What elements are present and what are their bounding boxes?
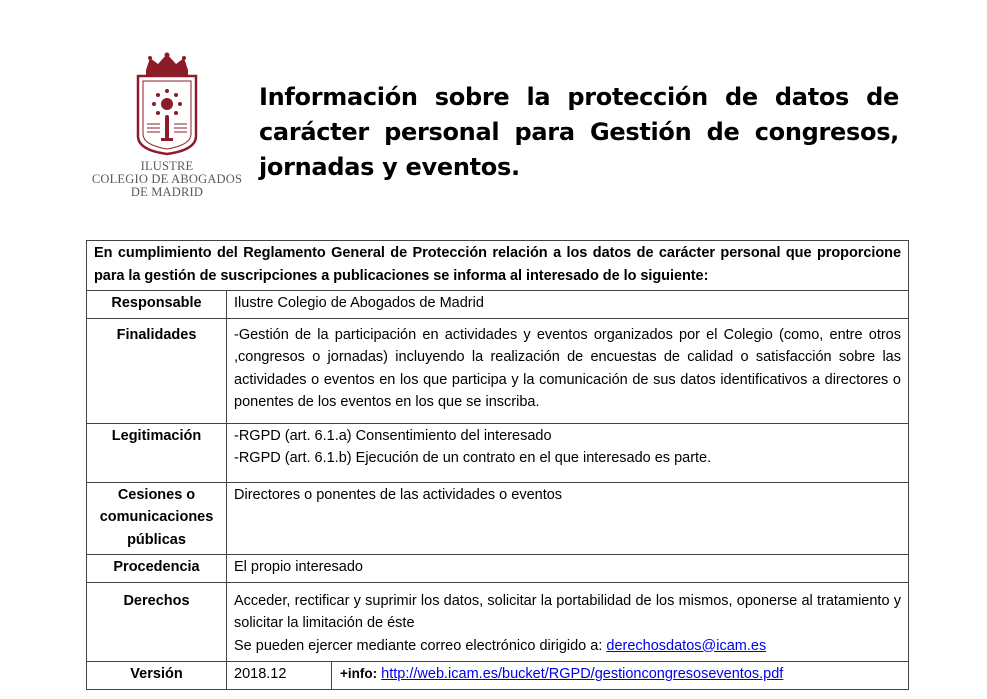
derechos-line-1: Acceder, rectificar y suprimir los datos, solicitar la portabilidad de los mismos, oponerse al tratamiento y solicitar la limitación de éste [234, 592, 901, 631]
value-procedencia: El propio interesado [227, 555, 909, 583]
table-row-version [87, 662, 909, 690]
label-cesiones: Cesiones o comunicaciones públicas [87, 482, 227, 555]
label-responsable: Responsable [87, 291, 227, 319]
table-row-responsable [87, 291, 909, 319]
value-responsable: Ilustre Colegio de Abogados de Madrid [227, 291, 909, 319]
label-legitimacion: Legitimación [87, 423, 227, 482]
table-row-cesiones [87, 482, 909, 555]
email-link[interactable]: derechosdatos@icam.es [606, 637, 767, 654]
logo-line-3: DE MADRID [130, 185, 204, 199]
derechos-line-2 [234, 635, 901, 658]
logo-line-2: COLEGIO DE ABOGADOS [91, 172, 243, 186]
derechos-line-2-text: Se pueden ejercer mediante correo electrónico dirigido a: [234, 637, 607, 654]
info-link[interactable]: http://web.icam.es/bucket/RGPD/gestioncongresoseventos.pdf [381, 666, 784, 682]
value-legitimacion [227, 423, 909, 482]
intro-row [87, 241, 909, 291]
table-row-derechos [87, 582, 909, 662]
value-cesiones: Directores o ponentes de las actividades o eventos [227, 482, 909, 555]
data-protection-table [86, 240, 909, 690]
logo-text [82, 160, 252, 199]
table-row-legitimacion [87, 423, 909, 482]
info-label: +info: [340, 666, 378, 681]
value-version: 2018.12 [227, 662, 332, 690]
legitimacion-line-2: -RGPD (art. 6.1.b) Ejecución de un contrato en el que interesado es parte. [234, 450, 712, 466]
logo-line-1: ILUSTRE [140, 159, 194, 173]
label-derechos: Derechos [87, 582, 227, 662]
page-title: Información sobre la protección de datos de carácter personal para Gestión de congresos, jornadas y eventos. [259, 83, 899, 181]
intro-text: En cumplimiento del Reglamento General de Protección relación a los datos de carácter personal que proporcione para la gestión de suscripciones a publicaciones se informa al interesado de lo siguiente: [87, 241, 909, 291]
label-version: Versión [87, 662, 227, 690]
legitimacion-line-1: -RGPD (art. 6.1.a) Consentimiento del interesado [234, 427, 552, 444]
label-finalidades: Finalidades [87, 318, 227, 423]
icam-logo [82, 52, 252, 202]
label-procedencia: Procedencia [87, 555, 227, 583]
info-cell [332, 662, 909, 690]
icam-crest-icon [134, 52, 200, 156]
table-row-finalidades [87, 318, 909, 423]
value-finalidades: -Gestión de la participación en actividades y eventos organizados por el Colegio (como, entre otros ,congresos o jornadas) incluyendo la realización de encuestas de calidad o satisfacción sobre las actividades o eventos en los que participa y la comunicación de sus datos identificativos a directores o ponentes de los eventos en los que se inscriba. [227, 318, 909, 423]
value-derechos [227, 582, 909, 662]
table-row-procedencia [87, 555, 909, 583]
